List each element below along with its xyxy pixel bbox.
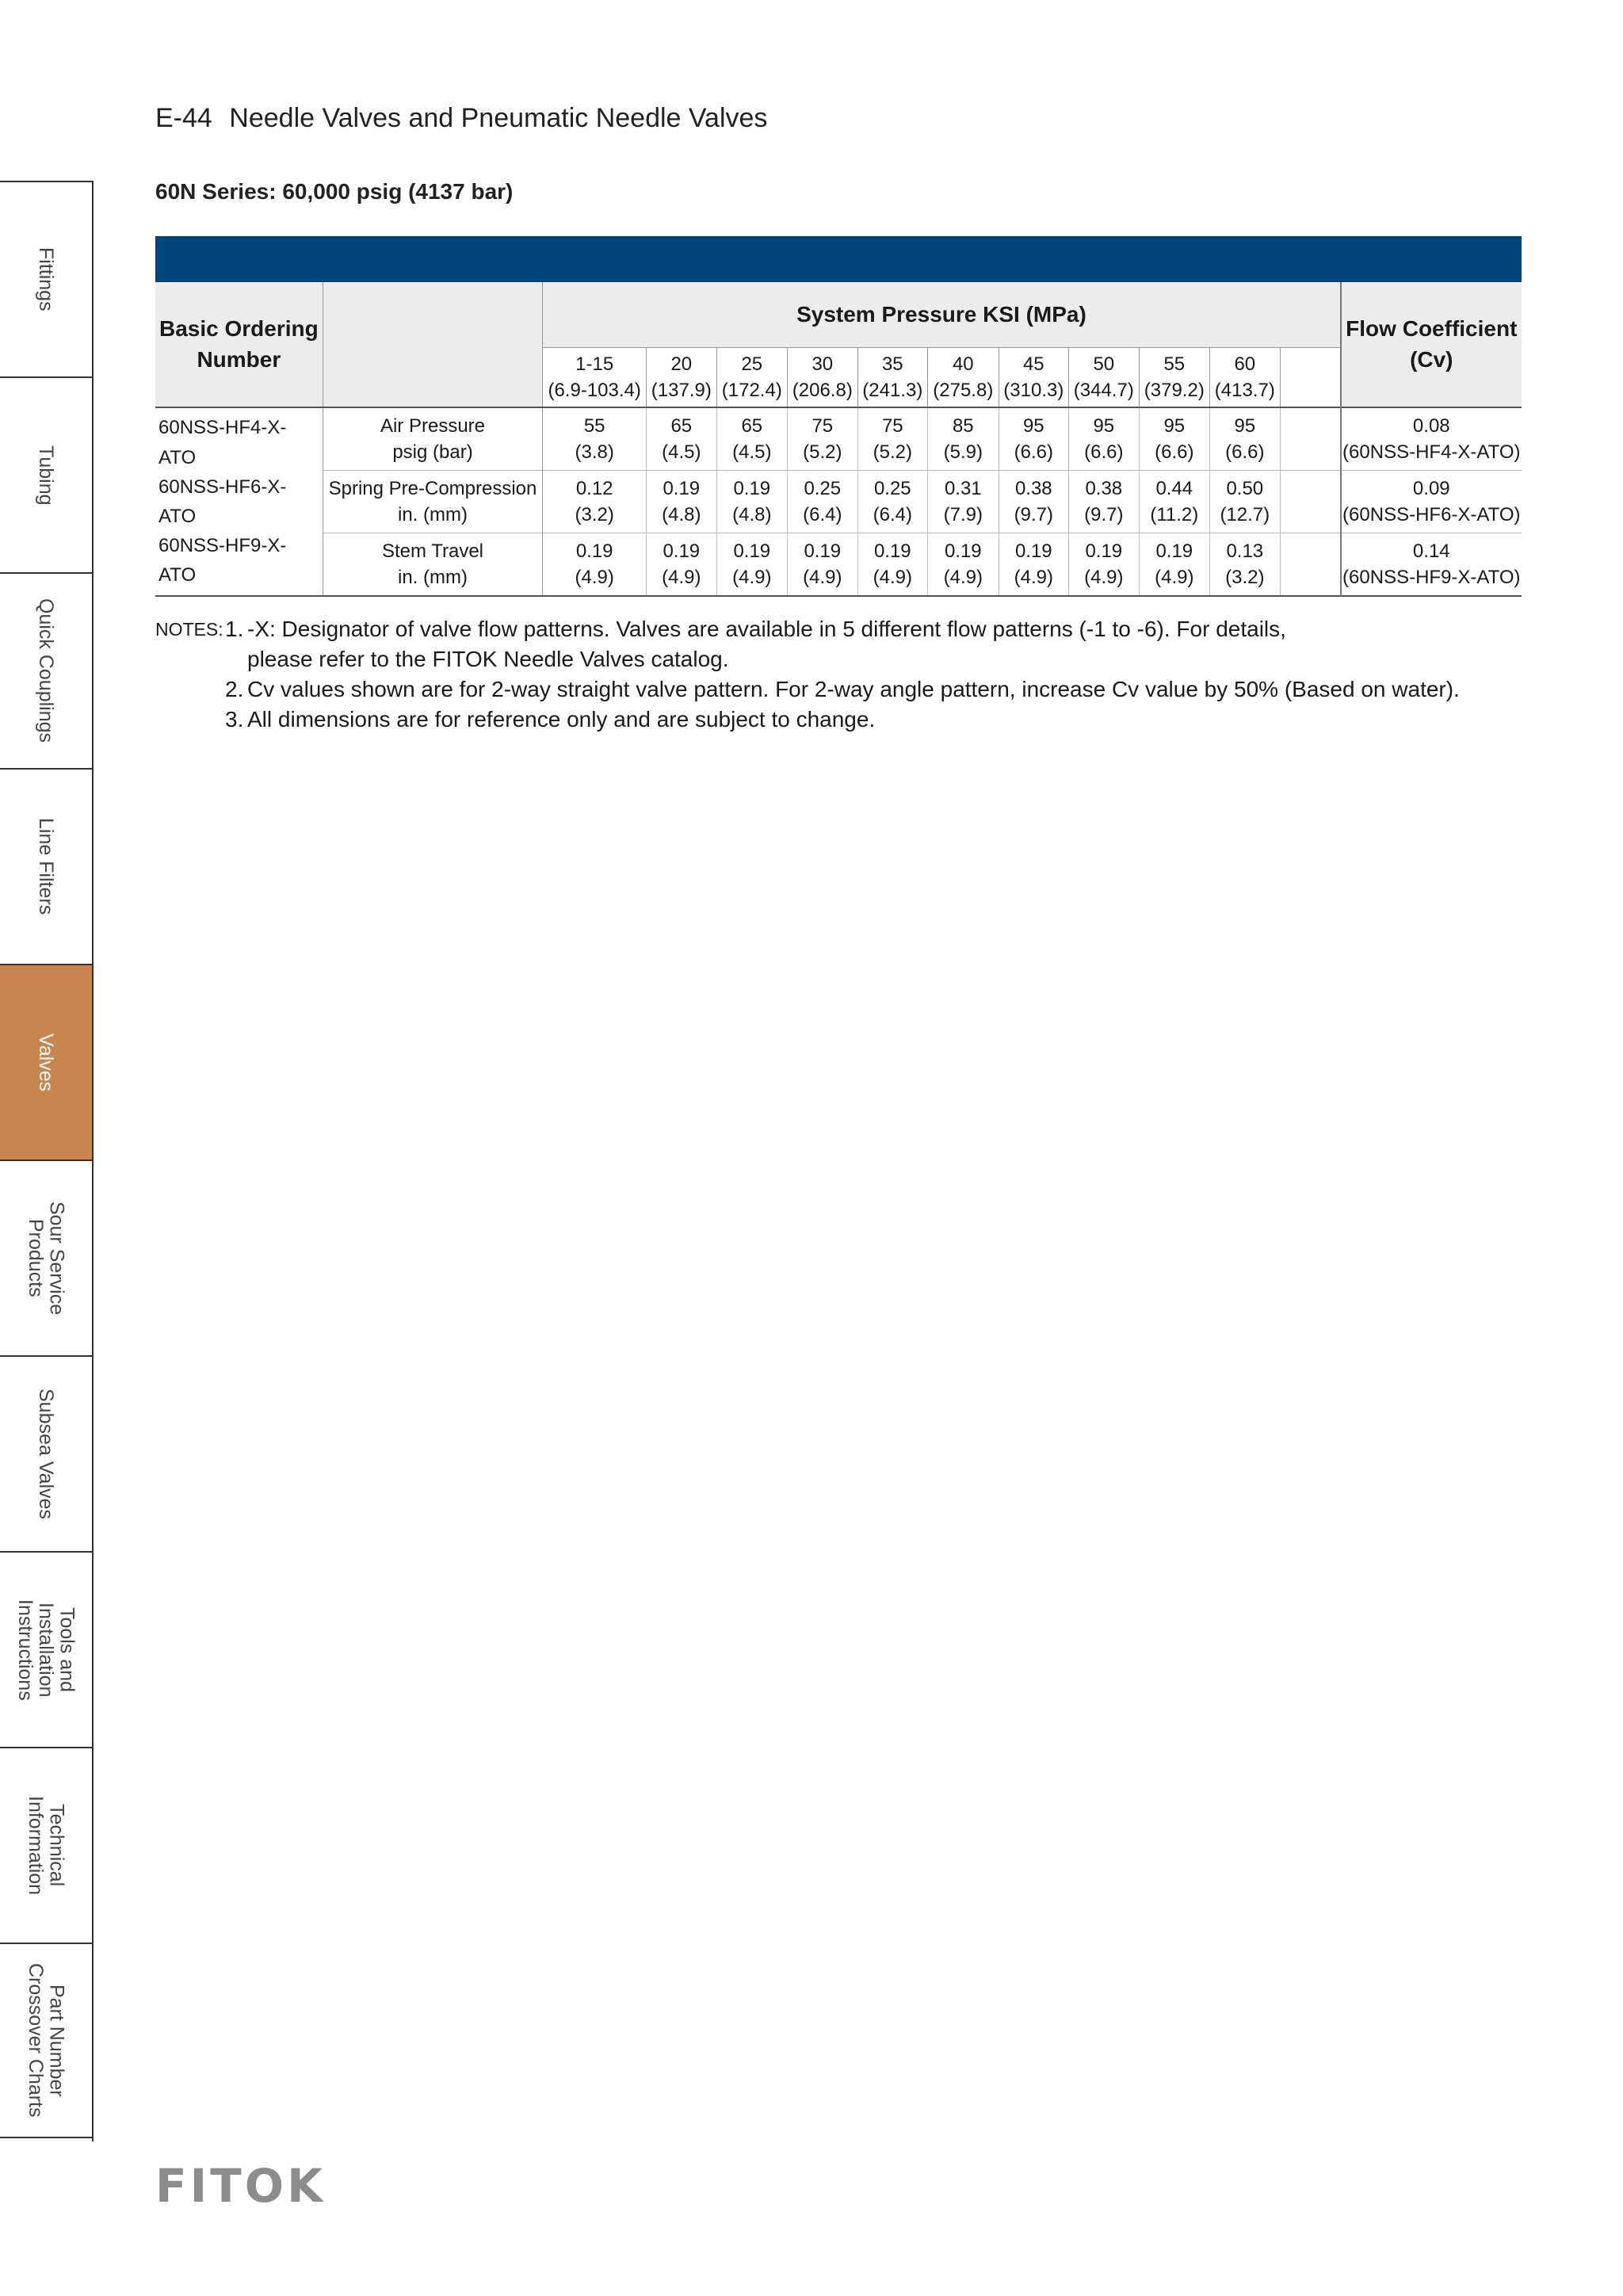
value-metric: (4.9) [575, 567, 614, 588]
flow-cv: 0.08 [1412, 415, 1450, 437]
value-cell [1069, 471, 1140, 533]
tab-sour-service-products[interactable] [0, 1159, 92, 1355]
header-basic-ordering: Basic Ordering Number [155, 282, 323, 407]
parameter-name: Spring Pre-Compression [328, 477, 537, 499]
page-header [155, 103, 767, 134]
pressure-mpa: (413.7) [1214, 380, 1275, 401]
value-metric: (4.9) [662, 567, 701, 588]
section-tabs [0, 181, 94, 2141]
pressure-range-header [999, 348, 1069, 408]
note-continuation: please refer to the FITOK Needle Valves catalog. [247, 647, 729, 671]
value-cell [788, 407, 858, 471]
value-metric: (6.6) [1225, 441, 1265, 463]
value-imperial: 95 [1234, 415, 1256, 437]
flow-model: (60NSS-HF4-X-ATO) [1342, 441, 1521, 463]
value-metric: (4.9) [803, 567, 842, 588]
parameter-name: Stem Travel [381, 540, 484, 562]
pressure-mpa: (241.3) [862, 380, 923, 401]
value-imperial: 0.31 [944, 477, 982, 499]
value-metric: (4.9) [1155, 567, 1194, 588]
parameter-cell [323, 533, 543, 597]
value-metric: (3.2) [1225, 567, 1265, 588]
notes [155, 614, 1550, 735]
value-imperial: 95 [1022, 415, 1044, 437]
table-title-bar [155, 236, 1522, 282]
value-cell [999, 407, 1069, 471]
value-imperial: 0.19 [663, 477, 701, 499]
value-cell [647, 471, 717, 533]
value-imperial: 0.38 [1014, 477, 1052, 499]
value-imperial: 65 [741, 415, 763, 437]
tab-line-filters[interactable] [0, 768, 92, 964]
value-metric: (4.9) [1084, 567, 1124, 588]
pressure-ksi: 55 [1163, 353, 1186, 375]
table-row [155, 471, 1522, 533]
value-metric: (3.2) [575, 504, 614, 525]
value-metric: (6.6) [1014, 441, 1053, 463]
value-imperial: 65 [670, 415, 693, 437]
note-text: All dimensions are for reference only and are subject to change. [247, 707, 876, 732]
flow-coefficient-cell [1341, 533, 1522, 597]
pressure-range-header [1139, 348, 1210, 408]
value-imperial: 0.25 [873, 477, 911, 499]
value-imperial: 75 [881, 415, 903, 437]
tab-label: Subsea Valves [35, 1389, 58, 1519]
ordering-numbers [155, 407, 323, 596]
value-cell [788, 471, 858, 533]
tab-quick-couplings[interactable] [0, 572, 92, 768]
pressure-ksi: 1-15 [575, 353, 614, 375]
value-cell [543, 471, 647, 533]
value-cell [857, 471, 928, 533]
header-system-pressure: System Pressure KSI (MPa) [543, 282, 1341, 348]
note-text: Cv values shown are for 2-way straight valve pattern. For 2-way angle pattern, increase Cv value by 50% (Based on water). [247, 677, 1460, 701]
tab-valves[interactable] [0, 964, 92, 1159]
value-cell [999, 471, 1069, 533]
value-imperial: 0.50 [1226, 477, 1264, 499]
ordering-number: 60NSS-HF6-X-ATO [158, 476, 287, 527]
value-metric: (4.8) [662, 504, 701, 525]
flow-model: (60NSS-HF6-X-ATO) [1342, 504, 1521, 525]
value-metric: (6.4) [873, 504, 912, 525]
specs-table [155, 282, 1522, 597]
value-imperial: 0.19 [1014, 540, 1052, 562]
ordering-number: 60NSS-HF4-X-ATO [158, 417, 287, 468]
table-row [155, 533, 1522, 597]
value-imperial: 75 [812, 415, 834, 437]
pressure-mpa: (344.7) [1073, 380, 1134, 401]
pressure-ksi: 25 [741, 353, 763, 375]
value-imperial: 0.44 [1155, 477, 1193, 499]
value-metric: (4.9) [732, 567, 772, 588]
value-metric: (12.7) [1220, 504, 1270, 525]
pressure-ksi: 45 [1022, 353, 1044, 375]
value-metric: (4.5) [732, 441, 772, 463]
pressure-ksi: 20 [670, 353, 693, 375]
pressure-mpa: (172.4) [721, 380, 782, 401]
value-cell [1210, 533, 1281, 597]
value-cell [1139, 471, 1210, 533]
note-item [155, 614, 1550, 644]
fitok-logo: FITOK [155, 2159, 327, 2213]
tab-technical-information[interactable] [0, 1747, 92, 1943]
notes-label: NOTES: [155, 619, 223, 640]
flow-model: (60NSS-HF9-X-ATO) [1342, 567, 1521, 588]
flow-cv: 0.14 [1412, 540, 1450, 562]
note-number: 1. [225, 617, 244, 641]
pressure-ksi: 35 [881, 353, 903, 375]
tab-label: Sour Service Products [25, 1201, 68, 1316]
pressure-range-spacer [1280, 348, 1341, 408]
pressure-ksi: 30 [812, 353, 834, 375]
value-cell [543, 533, 647, 597]
value-metric: (9.7) [1014, 504, 1053, 525]
value-metric: (6.4) [803, 504, 842, 525]
parameter-unit: in. (mm) [398, 567, 468, 588]
value-cell [1069, 533, 1140, 597]
parameter-cell [323, 471, 543, 533]
parameter-name: Air Pressure [380, 415, 486, 437]
tab-fittings[interactable] [0, 181, 92, 376]
pressure-range-header [1210, 348, 1281, 408]
value-metric: (4.9) [943, 567, 983, 588]
pressure-range-header [857, 348, 928, 408]
header-flow-coefficient: Flow Coefficient (Cv) [1341, 282, 1522, 407]
value-imperial: 0.19 [733, 540, 771, 562]
pressure-mpa: (310.3) [1003, 380, 1064, 401]
pressure-range-header [647, 348, 717, 408]
value-imperial: 85 [952, 415, 974, 437]
value-metric: (4.8) [732, 504, 772, 525]
value-imperial: 0.19 [873, 540, 911, 562]
value-cell [857, 533, 928, 597]
value-imperial: 0.19 [944, 540, 982, 562]
value-metric: (5.2) [803, 441, 842, 463]
tab-subsea-valves[interactable] [0, 1355, 92, 1551]
table-row [155, 407, 1522, 471]
value-metric: (7.9) [943, 504, 983, 525]
ordering-number: 60NSS-HF9-X-ATO [158, 535, 287, 586]
value-cell [999, 533, 1069, 597]
specs-table-container [155, 236, 1522, 597]
pressure-range-header [716, 348, 788, 408]
note-text: -X: Designator of valve flow patterns. Valves are available in 5 different flow patterns (-1 to -6). For details, [247, 617, 1286, 641]
tab-tools-installation[interactable] [0, 1551, 92, 1747]
value-cell [1139, 533, 1210, 597]
value-imperial: 0.19 [1155, 540, 1193, 562]
value-imperial: 0.19 [733, 477, 771, 499]
tab-label: Tubing [35, 445, 58, 506]
note-item [155, 674, 1550, 705]
pressure-mpa: (137.9) [651, 380, 712, 401]
value-imperial: 0.19 [575, 540, 613, 562]
series-title: 60N Series: 60,000 psig (4137 bar) [155, 179, 514, 204]
tab-tubing[interactable] [0, 376, 92, 572]
value-cell [716, 471, 788, 533]
spacer-cell [1280, 471, 1341, 533]
value-imperial: 95 [1163, 415, 1186, 437]
tab-label: Tools and Installation Instructions [13, 1599, 78, 1701]
value-cell [1069, 407, 1140, 471]
value-cell [1210, 471, 1281, 533]
value-imperial: 0.12 [575, 477, 613, 499]
header-parameter [323, 282, 543, 407]
value-metric: (4.5) [662, 441, 701, 463]
pressure-mpa: (6.9-103.4) [548, 380, 641, 401]
value-metric: (5.9) [943, 441, 983, 463]
value-cell [928, 471, 999, 533]
value-metric: (5.2) [873, 441, 912, 463]
pressure-mpa: (206.8) [792, 380, 853, 401]
tab-label: Valves [35, 1033, 58, 1092]
value-imperial: 0.19 [804, 540, 842, 562]
value-metric: (9.7) [1084, 504, 1124, 525]
tab-label: Technical Information [25, 1795, 68, 1896]
value-cell [647, 533, 717, 597]
value-imperial: 0.38 [1085, 477, 1123, 499]
note-number: 3. [225, 707, 244, 732]
tab-label: Quick Couplings [35, 598, 58, 743]
value-cell [1210, 407, 1281, 471]
value-cell [857, 407, 928, 471]
parameter-unit: psig (bar) [392, 441, 473, 463]
value-cell [928, 407, 999, 471]
value-imperial: 55 [583, 415, 605, 437]
value-metric: (3.8) [575, 441, 614, 463]
parameter-unit: in. (mm) [398, 504, 468, 525]
value-metric: (11.2) [1150, 504, 1199, 525]
value-metric: (4.9) [873, 567, 912, 588]
tab-label: Fittings [35, 247, 58, 311]
pressure-ksi: 50 [1093, 353, 1115, 375]
value-imperial: 95 [1093, 415, 1115, 437]
spacer-cell [1280, 407, 1341, 471]
value-imperial: 0.19 [663, 540, 701, 562]
value-cell [1139, 407, 1210, 471]
pressure-ksi: 40 [952, 353, 974, 375]
pressure-range-header [928, 348, 999, 408]
page-number: E-44 [155, 103, 212, 133]
value-metric: (6.6) [1084, 441, 1124, 463]
flow-cv: 0.09 [1412, 477, 1450, 499]
value-cell [647, 407, 717, 471]
value-cell [928, 533, 999, 597]
pressure-mpa: (275.8) [933, 380, 994, 401]
spacer-cell [1280, 533, 1341, 597]
pressure-range-header [543, 348, 647, 408]
value-cell [716, 407, 788, 471]
value-imperial: 0.25 [804, 477, 842, 499]
flow-coefficient-cell [1341, 407, 1522, 471]
value-cell [543, 407, 647, 471]
parameter-cell [323, 407, 543, 471]
value-metric: (4.9) [1014, 567, 1053, 588]
tab-label: Line Filters [35, 818, 58, 915]
note-item [155, 705, 1550, 735]
tab-part-number-crossover[interactable] [0, 1943, 92, 2138]
pressure-mpa: (379.2) [1144, 380, 1205, 401]
flow-coefficient-cell [1341, 471, 1522, 533]
value-imperial: 0.19 [1085, 540, 1123, 562]
pressure-range-header [788, 348, 858, 408]
page-title: Needle Valves and Pneumatic Needle Valves [229, 103, 768, 133]
value-imperial: 0.13 [1226, 540, 1264, 562]
pressure-ksi: 60 [1234, 353, 1256, 375]
pressure-range-header [1069, 348, 1140, 408]
tab-label: Part Number Crossover Charts [25, 1963, 68, 2118]
note-number: 2. [225, 677, 244, 701]
value-cell [716, 533, 788, 597]
value-metric: (6.6) [1155, 441, 1194, 463]
value-cell [788, 533, 858, 597]
